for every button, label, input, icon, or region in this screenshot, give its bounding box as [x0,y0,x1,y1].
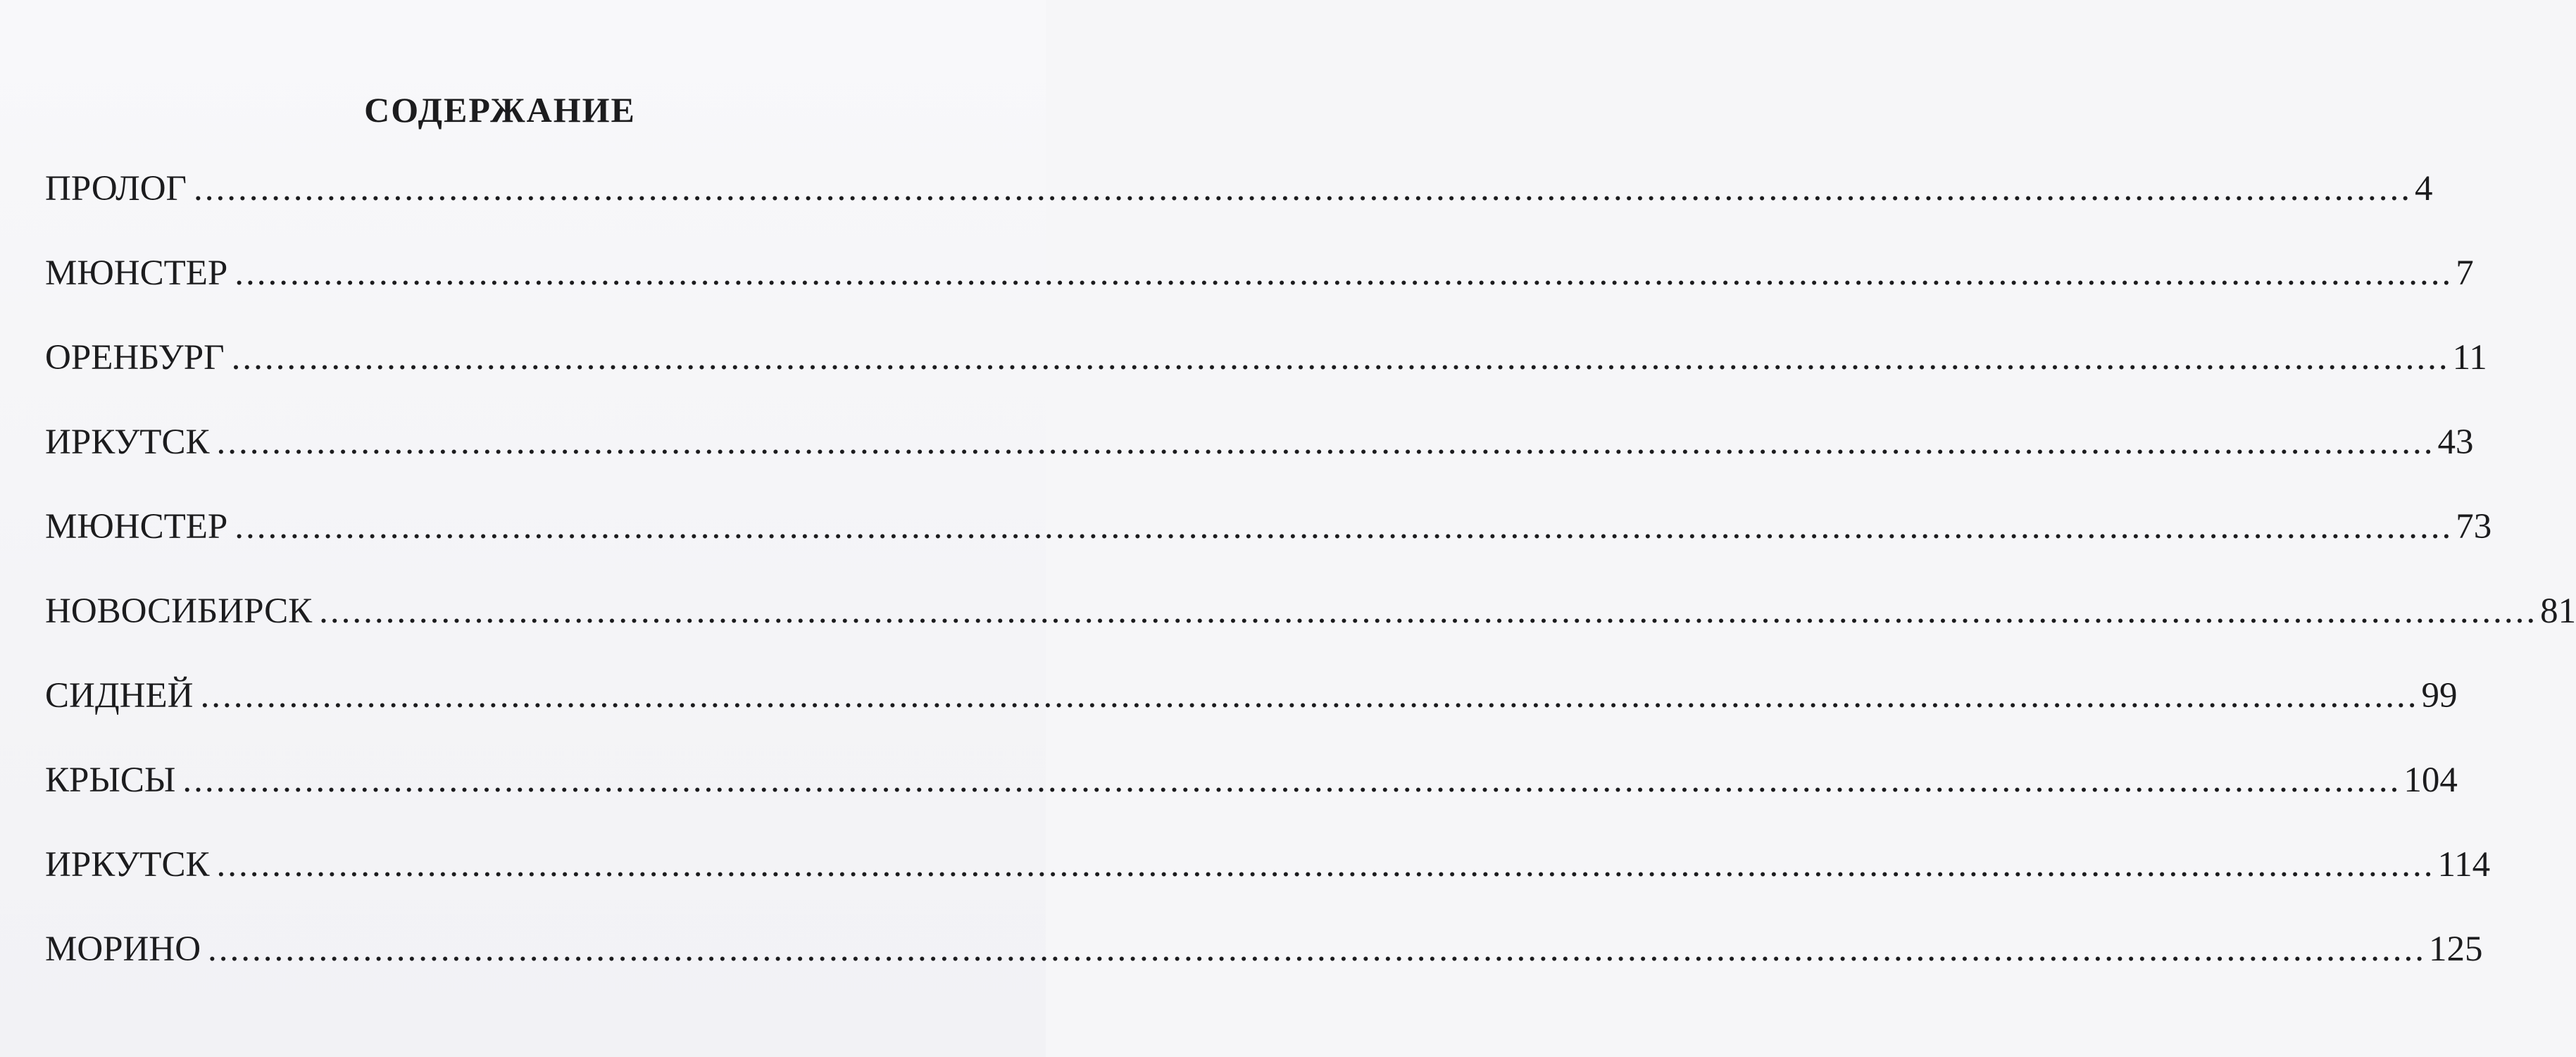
toc-entry-title: ОРЕНБУРГ [45,338,225,377]
toc-entry-title: ИРКУТСК [45,423,210,462]
dot-leader: ........................................................................................................................................................................................................ [216,423,2435,462]
toc-entry-page: 43 [2437,423,2474,462]
dot-leader: ........................................................................................................................................................................................................ [216,845,2435,884]
toc-entry [45,675,2458,759]
dot-leader: ........................................................................................................................................................................................................ [235,507,2453,546]
toc-entry-title: НОВОСИБИРСК [45,592,313,631]
dot-leader: ........................................................................................................................................................................................................ [194,169,2413,208]
toc-list [45,168,2576,1013]
dot-leader: ........................................................................................................................................................................................................ [208,930,2427,969]
toc-entry-page: 7 [2456,254,2474,293]
toc-entry-page: 73 [2456,507,2492,546]
toc-entry [45,506,2492,590]
toc-entry [45,590,2576,675]
dot-leader: ........................................................................................................................................................................................................ [319,592,2538,631]
toc-entry-page: 81 [2540,592,2576,631]
toc-entry-title: МЮНСТЕР [45,507,228,546]
toc-entry [45,421,2474,506]
toc-entry [45,168,2433,252]
toc-entry [45,928,2483,1013]
toc-entry-title: ПРОЛОГ [45,169,187,208]
page-title: СОДЕРЖАНИЕ [364,90,636,130]
toc-entry-title: ИРКУТСК [45,845,210,884]
toc-entry-page: 104 [2403,761,2458,800]
dot-leader: ........................................................................................................................................................................................................ [235,254,2453,293]
toc-entry-title: СИДНЕЙ [45,676,194,715]
dot-leader: ........................................................................................................................................................................................................ [182,761,2401,800]
toc-entry [45,252,2474,337]
toc-entry-page: 4 [2415,169,2433,208]
toc-entry-title: МОРИНО [45,930,201,969]
toc-entry-page: 99 [2421,676,2458,715]
dot-leader: ........................................................................................................................................................................................................ [200,676,2419,715]
toc-entry [45,337,2487,421]
toc-entry-page: 114 [2437,845,2491,884]
dot-leader: ........................................................................................................................................................................................................ [231,338,2450,377]
toc-entry [45,759,2458,844]
toc-entry-page: 125 [2429,930,2483,969]
toc-entry [45,844,2491,928]
toc-entry-title: КРЫСЫ [45,761,176,800]
toc-entry-title: МЮНСТЕР [45,254,228,293]
toc-entry-page: 11 [2452,338,2487,377]
